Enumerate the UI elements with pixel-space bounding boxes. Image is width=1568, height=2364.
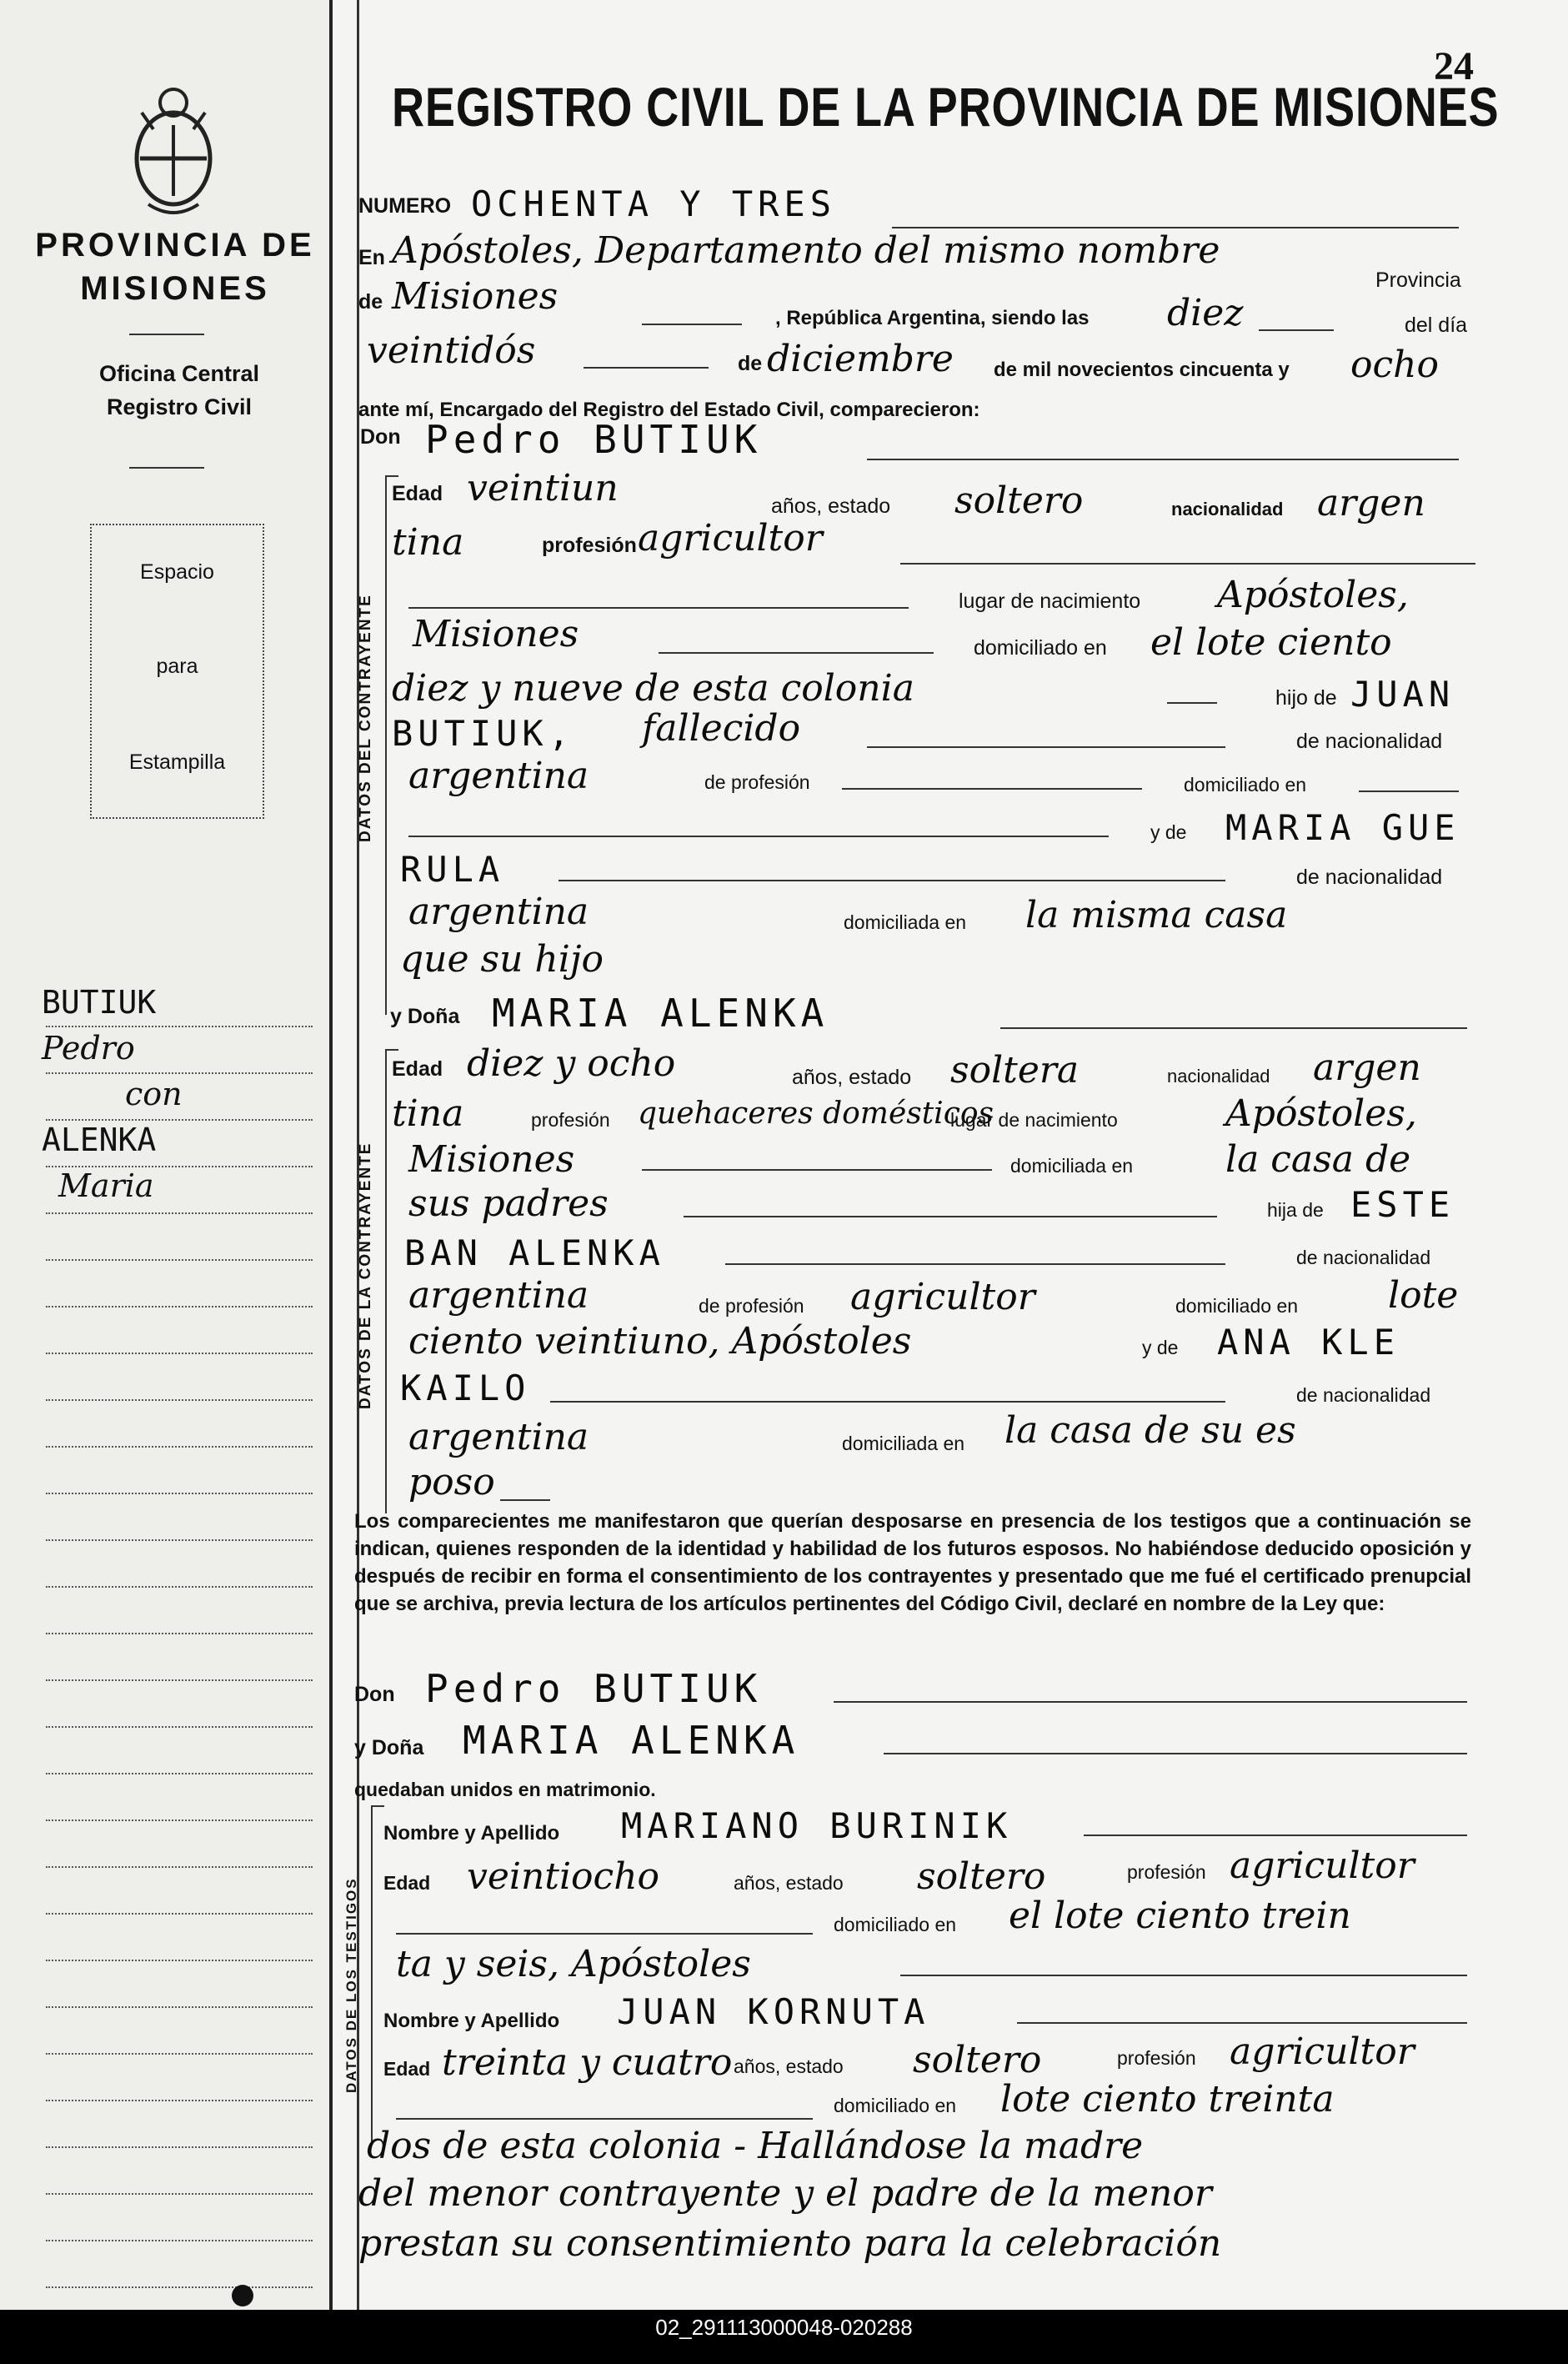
testigo-2-estado: soltero: [913, 2039, 1042, 2081]
hija-label: hija de: [1267, 1199, 1324, 1221]
fill-line: [1084, 1834, 1467, 1836]
nombre-label: Nombre y Apellido: [383, 2010, 560, 2032]
stamp-label: Estampilla: [128, 750, 226, 774]
de-nacionalidad-label: de nacionalidad: [1296, 866, 1443, 889]
margin-note: ALENKA: [42, 1122, 157, 1158]
testigo-2-profesion: agricultor: [1230, 2030, 1415, 2073]
ruled-line: [46, 1586, 313, 1588]
fill-line: [396, 1933, 813, 1935]
de-mes-label: de: [738, 352, 763, 375]
ruled-line: [46, 1399, 313, 1401]
numero-label: NUMERO: [358, 194, 452, 218]
domiciliado-en-label: domiciliado en: [1184, 774, 1307, 796]
testigos-bracket: [371, 1805, 384, 2145]
stamp-label: Espacio: [140, 560, 214, 584]
ruled-line: [46, 1259, 313, 1261]
domiciliada-label: domiciliada en: [844, 911, 967, 933]
ruled-line: [46, 1726, 313, 1728]
testigo-1-domicilio: el lote ciento trein: [1009, 1895, 1351, 1937]
madre-nacionalidad: argentina: [408, 1416, 589, 1458]
estado-value: soltera: [950, 1049, 1080, 1092]
closing-line: prestan su consentimiento para la celebración: [358, 2222, 1222, 2265]
don-value: Pedro BUTIUK: [425, 417, 763, 462]
ruled-line: [46, 1119, 313, 1121]
fill-line: [900, 563, 1475, 565]
stamp-space: [90, 524, 264, 819]
fill-line: [1167, 702, 1217, 704]
domicilio-value: el lote ciento: [1150, 621, 1392, 664]
closing-line: dos de esta colonia - Hallándose la madre: [367, 2125, 1144, 2167]
padre-profesion: agricultor: [850, 1276, 1035, 1318]
testigo-2-nombre: JUAN KORNUTA: [617, 1991, 930, 2032]
fill-line: [1259, 329, 1334, 331]
domicilio-label: domiciliada en: [1010, 1155, 1134, 1177]
don-label: Don: [360, 425, 401, 449]
fill-line: [900, 1975, 1467, 1976]
fill-line: [867, 746, 1225, 748]
y-de-label: y de: [1142, 1337, 1179, 1358]
contrayenta-side-label: DATOS DE LA CONTRAYENTE: [357, 1142, 374, 1409]
lugar-label: lugar de nacimiento: [950, 1109, 1118, 1131]
de-profesion-label: de profesión: [699, 1295, 804, 1317]
republica-label: , República Argentina, siendo las: [775, 307, 1090, 329]
de-nacionalidad-label: de nacionalidad: [1296, 1247, 1431, 1268]
numero-value: OCHENTA Y TRES: [471, 183, 837, 224]
dona-label: y Doña: [390, 1005, 460, 1028]
testigo-2-domicilio: lote ciento treinta: [1000, 2078, 1335, 2121]
estado-value: soltero: [954, 479, 1084, 522]
nacionalidad-label: nacionalidad: [1167, 1066, 1270, 1087]
ruled-line: [46, 1446, 313, 1448]
nacionalidad-label: nacionalidad: [1171, 499, 1284, 519]
ruled-line: [46, 1493, 313, 1494]
ruled-line: [46, 1539, 313, 1541]
fill-line: [834, 1701, 1467, 1703]
office-label: Oficina Central Registro Civil: [98, 361, 260, 419]
domicilio-value-cont: sus padres: [408, 1182, 609, 1225]
page-number: 24: [1434, 44, 1474, 88]
madre-value-cont: RULA: [400, 849, 505, 890]
dona-label: y Doña: [354, 1736, 424, 1759]
fill-line: [684, 1216, 1217, 1217]
ruled-line: [46, 2146, 313, 2148]
fill-line: [408, 607, 909, 609]
lugar-value: Apóstoles,: [1225, 1092, 1417, 1135]
ruled-line: [46, 1960, 313, 1961]
fill-line: [550, 1401, 1225, 1403]
ruled-line: [46, 1679, 313, 1681]
madre-value: ANA KLE: [1217, 1322, 1400, 1363]
nacionalidad-value: argen: [1313, 1046, 1421, 1089]
fill-line: [584, 367, 709, 369]
lugar-value: Apóstoles,: [1217, 574, 1409, 616]
edad-label: Edad: [392, 1057, 443, 1081]
anios-label: años, estado: [771, 494, 891, 518]
fill-line: [642, 324, 742, 325]
padre-extra: fallecido: [642, 707, 801, 750]
del-dia-label: del día: [1405, 314, 1468, 337]
fill-line: [1359, 791, 1459, 792]
edad-value: diez y ocho: [467, 1042, 676, 1085]
profesion-label: profesión: [531, 1109, 610, 1131]
testigo-1-domicilio-cont: ta y seis, Apóstoles: [396, 1943, 751, 1985]
nacionalidad-value: argen: [1317, 482, 1425, 524]
ruled-line: [46, 1866, 313, 1868]
margin-note: Maria: [58, 1167, 154, 1204]
ruled-line: [46, 1773, 313, 1774]
divider: [129, 467, 204, 469]
file-id-label: 02_291113000048-020288: [655, 2315, 913, 2340]
testigo-2-edad: treinta y cuatro: [442, 2041, 733, 2084]
hijo-label: hijo de: [1275, 686, 1337, 710]
edad-value: veintiun: [467, 467, 619, 509]
profesion-label: profesión: [1117, 2047, 1196, 2069]
madre-value: MARIA GUE: [1225, 807, 1460, 848]
fill-line: [500, 1499, 550, 1501]
margin-rule: [329, 0, 333, 2310]
ruled-line: [46, 1819, 313, 1821]
contrayente-side-label: DATOS DEL CONTRAYENTE: [357, 594, 374, 842]
fill-line: [642, 1169, 992, 1171]
y-de-label: y de: [1150, 821, 1187, 843]
fill-line: [725, 1263, 1225, 1265]
fill-line: [1000, 1027, 1467, 1029]
domiciliada-label: domiciliada en: [842, 1433, 965, 1454]
domicilio-value-cont: diez y nueve de esta colonia: [392, 667, 914, 710]
testigo-1-estado: soltero: [917, 1855, 1046, 1898]
fill-line: [408, 836, 1109, 837]
ante-label: ante mí, Encargado del Registro del Estado Civil, comparecieron:: [358, 399, 980, 421]
edad-label: Edad: [383, 1872, 431, 1894]
ruled-line: [46, 1913, 313, 1915]
padre-domicilio-cont: ciento veintiuno, Apóstoles: [408, 1320, 912, 1363]
ruled-line: [46, 2053, 313, 2055]
ruled-line: [46, 2286, 313, 2288]
provincia-label: Provincia: [1375, 269, 1461, 292]
madre-domicilio-cont: poso: [408, 1461, 495, 1503]
fill-line: [559, 880, 1225, 881]
anios-label: años, estado: [734, 2055, 844, 2077]
padre-nacionalidad: argentina: [408, 1274, 589, 1317]
ruled-line: [46, 2193, 313, 2195]
nombre-label: Nombre y Apellido: [383, 1822, 560, 1845]
ruled-line: [46, 1306, 313, 1307]
anio-label: de mil novecientos cincuenta y: [994, 359, 1290, 381]
domicilio-label: domiciliado en: [974, 636, 1107, 660]
nacionalidad-value-cont: tina: [392, 1092, 464, 1135]
ruled-line: [46, 2240, 313, 2241]
margin-note: BUTIUK: [42, 984, 157, 1021]
madre-nacionalidad: argentina: [408, 891, 589, 933]
anios-label: años, estado: [792, 1066, 912, 1089]
padre-domicilio: lote: [1388, 1274, 1459, 1317]
fill-line: [892, 227, 1459, 228]
profesion-label: profesión: [542, 534, 637, 557]
nacionalidad-value-cont: tina: [392, 521, 464, 564]
punch-hole: [232, 2285, 253, 2306]
dona-value: MARIA ALENKA: [492, 991, 829, 1036]
madre-domicilio: la casa de su es: [1004, 1409, 1296, 1452]
fill-line: [867, 459, 1459, 460]
divider: [129, 334, 204, 335]
don-label: Don: [354, 1683, 395, 1706]
declaration-paragraph: Los comparecientes me manifestaron que querían desposarse en presencia de los testigos que a continuación se indican, quienes responden de la identidad y habilidad de los futuros esposos. No habiéndose deducido oposición y después de recibir en forma el consentimiento de los contrayentes y presentado que me fué el certificado prenupcial que se archiva, previa lectura de los artículos pertinentes del Código Civil, declaré en nombre de la Ley que:: [354, 1510, 1471, 1615]
province-title: PROVINCIA DE MISIONES: [35, 227, 315, 307]
stamp-label: para: [156, 655, 198, 678]
testigos-side-label: DATOS DE LOS TESTIGOS: [343, 1877, 359, 2093]
padre-value-cont: BAN ALENKA: [404, 1232, 665, 1273]
anios-label: años, estado: [734, 1872, 844, 1894]
fill-line: [884, 1753, 1467, 1754]
form-title: REGISTRO CIVIL DE LA PROVINCIA DE MISIONES: [392, 76, 1500, 138]
ruled-line: [46, 1072, 313, 1074]
madre-domicilio: la misma casa: [1025, 894, 1288, 936]
de-nacionalidad-label: de nacionalidad: [1296, 730, 1443, 753]
dia-value: veintidós: [367, 329, 536, 372]
profesion-label: profesión: [1127, 1861, 1206, 1883]
dona-value: MARIA ALENKA: [463, 1718, 800, 1763]
hora-value: diez: [1167, 292, 1244, 334]
margin-note: con: [125, 1076, 183, 1112]
padre-value: ESTE: [1350, 1184, 1455, 1225]
padre-nacionalidad: argentina: [408, 755, 589, 797]
en-label: En: [358, 246, 385, 269]
lugar-value-cont: Misiones: [413, 613, 579, 655]
unidos-label: quedaban unidos en matrimonio.: [354, 1779, 656, 1800]
lugar-value-cont: Misiones: [408, 1138, 575, 1181]
ruled-line: [46, 1633, 313, 1634]
edad-label: Edad: [383, 2058, 431, 2080]
ruled-line: [46, 2006, 313, 2008]
domicilio-label: domiciliado en: [834, 1914, 957, 1935]
ruled-line: [46, 1026, 313, 1027]
margin-note: Pedro: [42, 1030, 135, 1067]
madre-domicilio-cont: que su hijo: [400, 938, 604, 981]
fill-line: [659, 652, 934, 654]
domicilio-value: la casa de: [1225, 1138, 1411, 1181]
edad-label: Edad: [392, 482, 443, 505]
ruled-line: [46, 2100, 313, 2101]
anio-value: ocho: [1350, 344, 1439, 386]
de-profesion-label: de profesión: [704, 771, 810, 793]
testigo-1-nombre: MARIANO BURINIK: [621, 1805, 1013, 1846]
domiciliado-en-label: domiciliado en: [1175, 1295, 1299, 1317]
coat-of-arms-icon: [123, 79, 223, 221]
testigo-1-edad: veintiocho: [467, 1855, 660, 1898]
don-value: Pedro BUTIUK: [425, 1666, 763, 1711]
profesion-value: agricultor: [638, 517, 823, 560]
de-label: de: [358, 290, 383, 314]
fill-line: [1017, 2022, 1467, 2024]
closing-line: del menor contrayente y el padre de la menor: [358, 2172, 1212, 2215]
en-value: Apóstoles, Departamento del mismo nombre: [392, 229, 1220, 272]
ruled-line: [46, 1212, 313, 1214]
domicilio-label: domiciliado en: [834, 2095, 957, 2116]
padre-value: JUAN: [1350, 674, 1455, 715]
lugar-label: lugar de nacimiento: [959, 590, 1141, 613]
padre-value-cont: BUTIUK,: [392, 713, 575, 754]
ruled-line: [46, 1353, 313, 1354]
fill-line: [396, 2118, 813, 2120]
fill-line: [842, 788, 1142, 790]
testigo-1-profesion: agricultor: [1230, 1845, 1415, 1887]
madre-value-cont: KAILO: [400, 1368, 531, 1408]
de-value: Misiones: [392, 275, 559, 318]
profesion-value: quehaceres domésticos: [638, 1097, 994, 1131]
mes-value: diciembre: [767, 338, 954, 380]
de-nacionalidad-label: de nacionalidad: [1296, 1384, 1431, 1406]
